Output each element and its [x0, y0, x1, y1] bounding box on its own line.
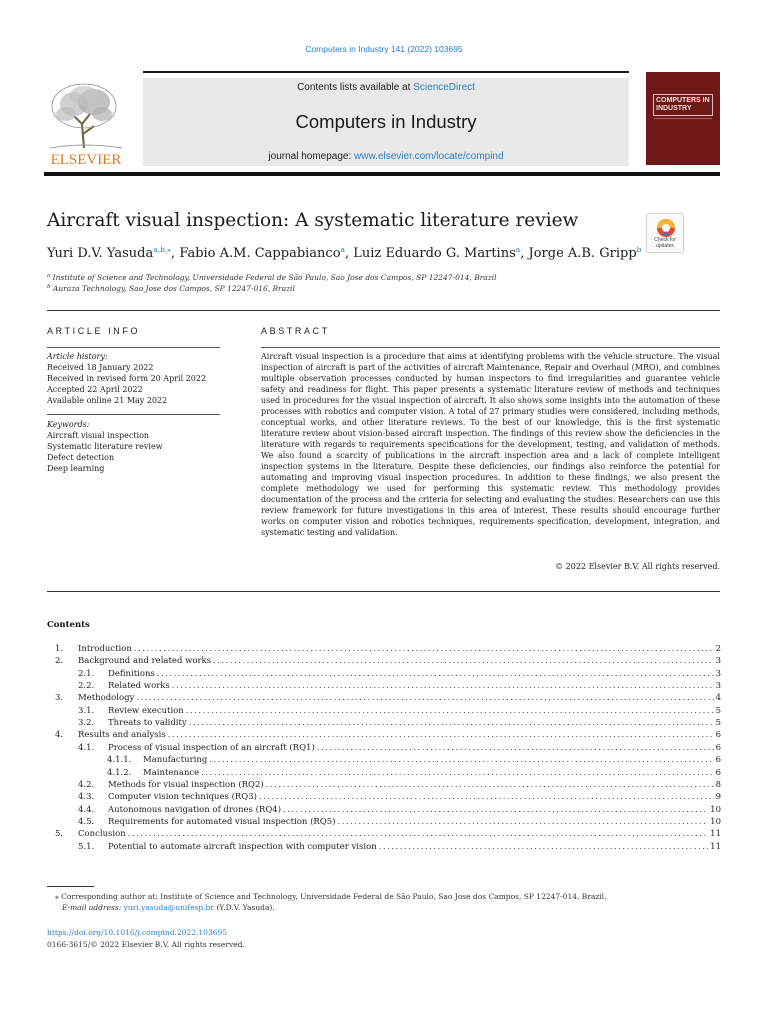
journal-cover-thumbnail [646, 72, 720, 165]
article-info-rule [47, 347, 220, 348]
toc-entry[interactable] [0, 754, 768, 766]
toc-entry[interactable] [0, 767, 768, 779]
affiliation-mark: b [47, 284, 51, 290]
toc-leader-dots [128, 828, 708, 840]
author-affiliation-mark[interactable]: a,b,⁎ [153, 245, 172, 254]
toc-entry[interactable] [0, 655, 768, 667]
journal-header-box [143, 78, 629, 166]
cover-title: COMPUTERS IN INDUSTRY [653, 94, 713, 116]
toc-leader-dots [201, 767, 713, 779]
toc-entry-line [108, 779, 721, 791]
author-affiliation-mark[interactable]: a [515, 245, 521, 254]
toc-entry-number: 4.1. [78, 742, 95, 753]
homepage-link[interactable]: www.elsevier.com/locate/compind [354, 151, 504, 162]
toc-page-number[interactable]: 3 [715, 656, 721, 667]
footnote-mark: ⁎ [55, 892, 59, 901]
history-item: Received in revised form 20 April 2022 [47, 374, 207, 383]
toc-entry-line [78, 692, 721, 704]
toc-entry-line [78, 643, 721, 655]
toc-leader-dots [338, 816, 709, 828]
toc-entry-line [108, 717, 721, 729]
footnote-rule [47, 886, 94, 887]
toc-entry[interactable] [0, 779, 768, 791]
toc-leader-dots [317, 742, 714, 754]
toc-entry-number: 5. [55, 829, 64, 840]
affiliation-mark: a [47, 273, 51, 279]
toc-entry-title[interactable]: Threats to validity [108, 718, 187, 729]
toc-entry-line [143, 754, 721, 766]
toc-entry-number: 1. [55, 644, 64, 654]
toc-entry-number: 4.1.1. [107, 755, 132, 766]
toc-entry-line [108, 841, 721, 853]
toc-entry-title[interactable]: Autonomous navigation of drones (RQ4) [108, 804, 282, 815]
toc-entry-title[interactable]: Definitions [108, 668, 155, 679]
keywords-label: Keywords: [47, 420, 90, 429]
toc-entry-number: 2.2. [78, 681, 95, 692]
toc-entry-title[interactable]: Process of visual inspection of an aircraft (RQ1) [108, 742, 315, 753]
toc-entry-line [78, 828, 721, 840]
crossmark-label: Check for updates [654, 237, 676, 249]
toc-entry[interactable] [0, 692, 768, 704]
toc-entry-title[interactable]: Results and analysis [78, 730, 166, 741]
toc-entry[interactable] [0, 668, 768, 680]
toc-leader-dots [186, 705, 714, 717]
elsevier-tree-icon [44, 78, 128, 168]
keyword: Deep learning [47, 464, 105, 473]
toc-entry-number: 4.2. [78, 779, 95, 790]
author-affiliation-mark[interactable]: b [636, 245, 642, 254]
keyword: Systematic literature review [47, 442, 163, 451]
toc-page-number[interactable]: 6 [715, 755, 721, 766]
toc-entry-number: 4. [55, 730, 64, 741]
affiliation-text: Auraza Technology, Sao Jose dos Campos, SP 12247-016, Brazil [52, 284, 295, 293]
toc-page-number[interactable]: 5 [715, 718, 721, 729]
toc-entry[interactable] [0, 804, 768, 816]
keywords-block [47, 419, 222, 474]
sciencedirect-link[interactable]: ScienceDirect [413, 82, 475, 93]
toc-entry[interactable] [0, 717, 768, 729]
toc-leader-dots [134, 643, 714, 655]
elsevier-logo [44, 78, 128, 168]
toc-entry-line [108, 705, 721, 717]
toc-entry-number: 3. [55, 693, 64, 704]
toc-entry[interactable] [0, 816, 768, 828]
history-item: Accepted 22 April 2022 [47, 385, 143, 394]
toc-leader-dots [189, 717, 714, 729]
toc-entry-number: 4.5. [78, 816, 95, 827]
toc-page-number[interactable]: 11 [710, 829, 721, 840]
author-name[interactable]: Fabio A.M. Cappabianco [179, 246, 341, 261]
toc-entry-title[interactable]: Potential to automate aircraft inspection with computer vision [108, 841, 377, 852]
toc-leader-dots [136, 692, 713, 704]
toc-entry-title[interactable]: Methods for visual inspection (RQ2) [108, 779, 264, 790]
toc-entry-number: 3.2. [78, 718, 95, 729]
toc-entry[interactable] [0, 742, 768, 754]
article-history [47, 351, 222, 406]
toc-entry[interactable] [0, 680, 768, 692]
toc-leader-dots [379, 841, 708, 853]
toc-page-number[interactable]: 5 [715, 705, 721, 716]
journal-title: Computers in Industry [295, 111, 477, 132]
toc-leader-dots [259, 791, 714, 803]
email-label: E-mail address: [62, 903, 122, 912]
toc-entry-line [143, 767, 721, 779]
toc-page-number[interactable]: 10 [710, 804, 721, 815]
toc-entry-number: 4.1.2. [107, 767, 132, 778]
toc-entry-line [108, 804, 721, 816]
toc-leader-dots [157, 668, 714, 680]
toc-leader-dots [283, 804, 708, 816]
toc-page-number[interactable]: 6 [715, 742, 721, 753]
toc-entry-number: 5.1. [78, 841, 95, 852]
issn-copyright: 0166-3615/© 2022 Elsevier B.V. All rights reserved. [47, 940, 245, 949]
toc-page-number[interactable]: 4 [715, 693, 721, 704]
toc-entry-title[interactable]: Related works [108, 681, 170, 692]
toc-entry-line [108, 742, 721, 754]
journal-homepage-line [143, 151, 629, 162]
affiliation-a [47, 273, 497, 282]
header-bottom-rule [44, 172, 720, 176]
toc-entry[interactable] [0, 791, 768, 803]
toc-page-number[interactable]: 2 [715, 644, 721, 654]
toc-entry[interactable] [0, 705, 768, 717]
toc-leader-dots [168, 729, 714, 741]
author-separator: , [345, 246, 354, 261]
crossmark-badge[interactable] [646, 213, 684, 253]
article-info-rule [47, 414, 220, 415]
homepage-prefix: journal homepage: [268, 151, 355, 162]
history-item: Available online 21 May 2022 [47, 396, 168, 405]
toc-entry-title[interactable]: Review execution [108, 705, 184, 716]
author-separator: , [171, 246, 180, 261]
toc-entry[interactable] [0, 828, 768, 840]
toc-entry-line [108, 816, 721, 828]
publisher-logo-text: ELSEVIER [50, 152, 122, 168]
toc-entry-title[interactable]: Methodology [78, 693, 135, 704]
paper-title: Aircraft visual inspection: A systematic literature review [47, 210, 579, 231]
toc-leader-dots [172, 680, 714, 692]
toc-entry[interactable] [0, 841, 768, 853]
toc-entry-number: 3.1. [78, 705, 95, 716]
author-name[interactable]: Luiz Eduardo G. Martins [353, 246, 516, 261]
toc-entry-title[interactable]: Requirements for automated visual inspection (RQ5) [108, 816, 336, 827]
keyword: Defect detection [47, 453, 115, 462]
toc-leader-dots [266, 779, 714, 791]
abstract-heading: ABSTRACT [261, 326, 330, 336]
email-link[interactable]: yuri.yasuda@unifesp.br [123, 903, 214, 912]
history-item: Received 18 January 2022 [47, 363, 154, 372]
journal-citation-link[interactable]: Computers in Industry 141 (2022) 103695 [305, 44, 463, 54]
toc-page-number[interactable]: 6 [715, 730, 721, 741]
toc-entry-title[interactable]: Introduction [78, 644, 132, 654]
toc-entry[interactable] [0, 643, 768, 655]
toc-page-number[interactable]: 11 [710, 841, 721, 852]
corresponding-author-note [55, 892, 606, 901]
email-note [62, 903, 275, 912]
email-suffix: (Y.D.V. Yasuda). [216, 903, 275, 912]
toc-entry[interactable] [0, 729, 768, 741]
article-info-heading: ARTICLE INFO [47, 326, 141, 336]
toc-entry-title[interactable]: Computer vision techniques (RQ3) [108, 792, 257, 803]
author-list [47, 245, 641, 261]
toc-entry-number: 2. [55, 656, 64, 667]
affiliation-b [47, 284, 295, 293]
toc-entry-title[interactable]: Conclusion [78, 829, 126, 840]
toc-entry-line [78, 729, 721, 741]
toc-entry-title[interactable]: Maintenance [143, 767, 200, 778]
toc-entry-number: 4.3. [78, 792, 95, 803]
author-name[interactable]: Yuri D.V. Yasuda [47, 246, 154, 261]
toc-page-number[interactable]: 3 [715, 681, 721, 692]
toc-entry-line [108, 791, 721, 803]
toc-leader-dots [213, 655, 714, 667]
toc-page-number[interactable]: 8 [715, 779, 721, 790]
toc-entry-number: 4.4. [78, 804, 95, 815]
toc-page-number[interactable]: 6 [715, 767, 721, 778]
toc-entry-line [108, 680, 721, 692]
toc-entry-line [78, 655, 721, 667]
contents-prefix: Contents lists available at [297, 82, 414, 93]
toc-entry-line [108, 668, 721, 680]
section-rule [47, 591, 720, 592]
toc-page-number[interactable]: 3 [715, 668, 721, 679]
contents-available-line [143, 82, 629, 93]
contents-heading: Contents [47, 620, 90, 630]
corresponding-author-text: Corresponding author at: Institute of Science and Technology, Universidade Federal de São Paulo, Sao Jose dos Campos, SP 12247-014, Brazil. [61, 892, 607, 901]
abstract-text: Aircraft visual inspection is a procedure that aims at identifying problems with the vehicle structure. The visual inspection of aircraft is part of the activities of aircraft Maintenance, Repair and Overhaul (MRO), and combines multiple observation processes conducted by human inspectors to find irregularities and guarantee vehicle safety and readiness for flight. This paper presents a systematic literature review of methods and techniques used in procedures for the visual inspection of aircraft. It also shows some insights into the automation of these processes with robotics and computer vision. A total of 27 primary studies were considered, including methods, conceptual works, and other literature reviews. To the best of our knowledge, this is the first systematic literature review about vision-based aircraft inspection. The findings of this review show the deficiencies in the literature with regards to requirements specifications for the development, testing, and validation of methods. We also found a scarcity of publications in the aircraft inspection area and a lack of complete intelligent inspection systems in the literature. Despite these deficiencies, our findings also reinforce the potential for automating and improving visual inspection procedures. In addition to these findings, we also present the complete methodology we used for performing this systematic review. This methodology provides documentation of the process and the criteria for selecting and evaluating the studies. Researchers can use this review framework for future investigations in this area of interest. These results should encourage further works on computer vision and robotics techniques, requirements specification, development, integration, and systematic testing and validation. [261, 352, 720, 537]
keyword: Aircraft visual inspection [47, 431, 150, 440]
author-separator: , [520, 246, 529, 261]
cover-decoration [654, 118, 712, 119]
toc-entry-number: 2.1. [78, 668, 95, 679]
toc-entry-title[interactable]: Background and related works [78, 656, 212, 667]
author-name[interactable]: Jorge A.B. Gripp [528, 246, 637, 261]
toc-leader-dots [209, 754, 713, 766]
affiliation-text: Institute of Science and Technology, Universidade Federal de São Paulo, Sao Jose dos Campos, SP 12247-014, Brazil [52, 273, 497, 282]
article-history-label: Article history: [47, 352, 108, 361]
header-top-rule [143, 71, 629, 73]
abstract-copyright: © 2022 Elsevier B.V. All rights reserved. [555, 562, 720, 571]
toc-page-number[interactable]: 10 [710, 816, 721, 827]
doi-link[interactable]: https://doi.org/10.1016/j.compind.2022.103695 [47, 928, 228, 937]
toc-entry-title[interactable]: Manufacturing [143, 755, 208, 766]
section-rule [47, 310, 720, 311]
author-affiliation-mark[interactable]: a [340, 245, 346, 254]
abstract-rule [261, 347, 720, 348]
toc-page-number[interactable]: 9 [715, 792, 721, 803]
